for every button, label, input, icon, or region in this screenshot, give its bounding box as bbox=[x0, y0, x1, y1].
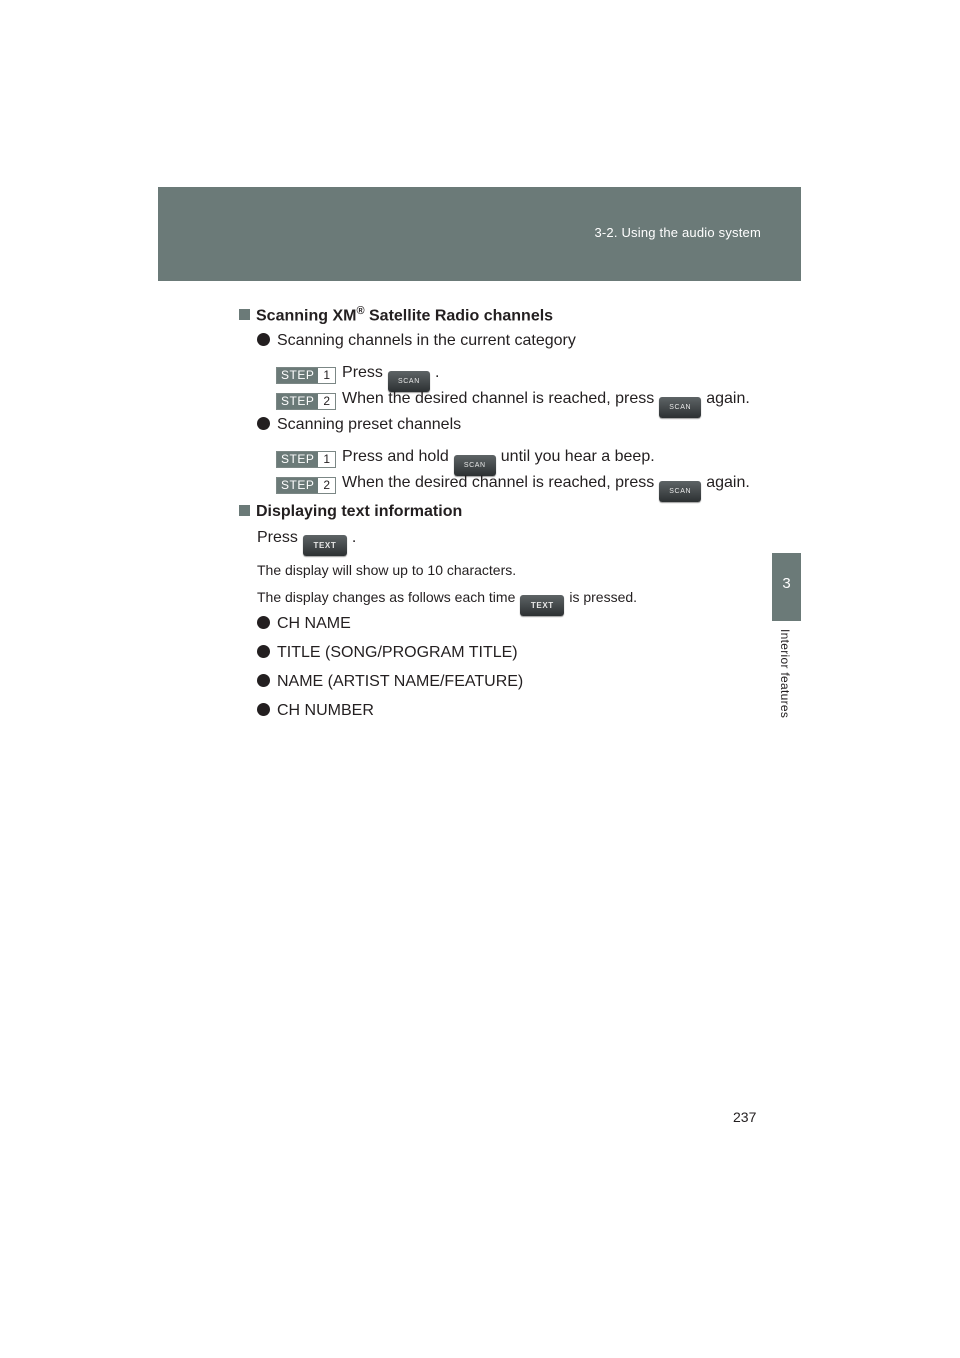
step-2-badge: STEP 2 bbox=[276, 393, 336, 410]
list-item: TITLE (SONG/PROGRAM TITLE) bbox=[257, 644, 518, 662]
scan-button-icon: SCAN bbox=[659, 481, 701, 502]
scan-button-icon: SCAN bbox=[454, 455, 496, 476]
press-text-row: Press TEXT . bbox=[257, 529, 356, 556]
list-item: CH NAME bbox=[257, 615, 351, 633]
bullet-icon bbox=[257, 417, 270, 430]
step-row-1b: STEP 2 When the desired channel is reached, pressSCANagain. bbox=[276, 390, 750, 418]
list-item: NAME (ARTIST NAME/FEATURE) bbox=[257, 673, 523, 691]
step-row-2a: STEP 1 Press and holdSCANuntil you hear a beep. bbox=[276, 448, 655, 476]
bullet-icon bbox=[257, 616, 270, 629]
bullet-icon bbox=[257, 645, 270, 658]
scan-button-icon: SCAN bbox=[388, 371, 430, 392]
square-bullet-icon bbox=[239, 505, 250, 516]
step-row-1a: STEP 1 PressSCAN. bbox=[276, 364, 439, 392]
bullet-icon bbox=[257, 333, 270, 346]
header-band bbox=[158, 187, 801, 281]
bullet-icon bbox=[257, 703, 270, 716]
chapter-tab bbox=[772, 553, 801, 621]
section-title: 3-2. Using the audio system bbox=[594, 225, 761, 240]
registered-mark: ® bbox=[356, 305, 365, 317]
step-2-badge: STEP 2 bbox=[276, 477, 336, 494]
text-button-icon: TEXT bbox=[520, 595, 564, 616]
note-display-changes: The display changes as follows each timeTEXTis pressed. bbox=[257, 589, 637, 616]
step-row-2b: STEP 2 When the desired channel is reached, pressSCANagain. bbox=[276, 474, 750, 502]
text-button-icon: TEXT bbox=[303, 535, 347, 556]
note-10-characters: The display will show up to 10 characters. bbox=[257, 562, 517, 578]
list-item: CH NUMBER bbox=[257, 702, 374, 720]
step-1-badge: STEP 1 bbox=[276, 451, 336, 468]
bullet-icon bbox=[257, 674, 270, 687]
square-bullet-icon bbox=[239, 309, 250, 320]
bullet-current-category: Scanning channels in the current category bbox=[257, 332, 576, 350]
scan-button-icon: SCAN bbox=[659, 397, 701, 418]
heading-displaying-text: Displaying text information bbox=[239, 503, 462, 521]
chapter-label: Interior features bbox=[778, 629, 792, 719]
step-1-badge: STEP 1 bbox=[276, 367, 336, 384]
bullet-preset-channels: Scanning preset channels bbox=[257, 416, 461, 434]
heading-scanning-xm: Scanning XM® Satellite Radio channels bbox=[239, 305, 553, 325]
page-number: 237 bbox=[733, 1109, 757, 1125]
chapter-number: 3 bbox=[782, 575, 791, 592]
